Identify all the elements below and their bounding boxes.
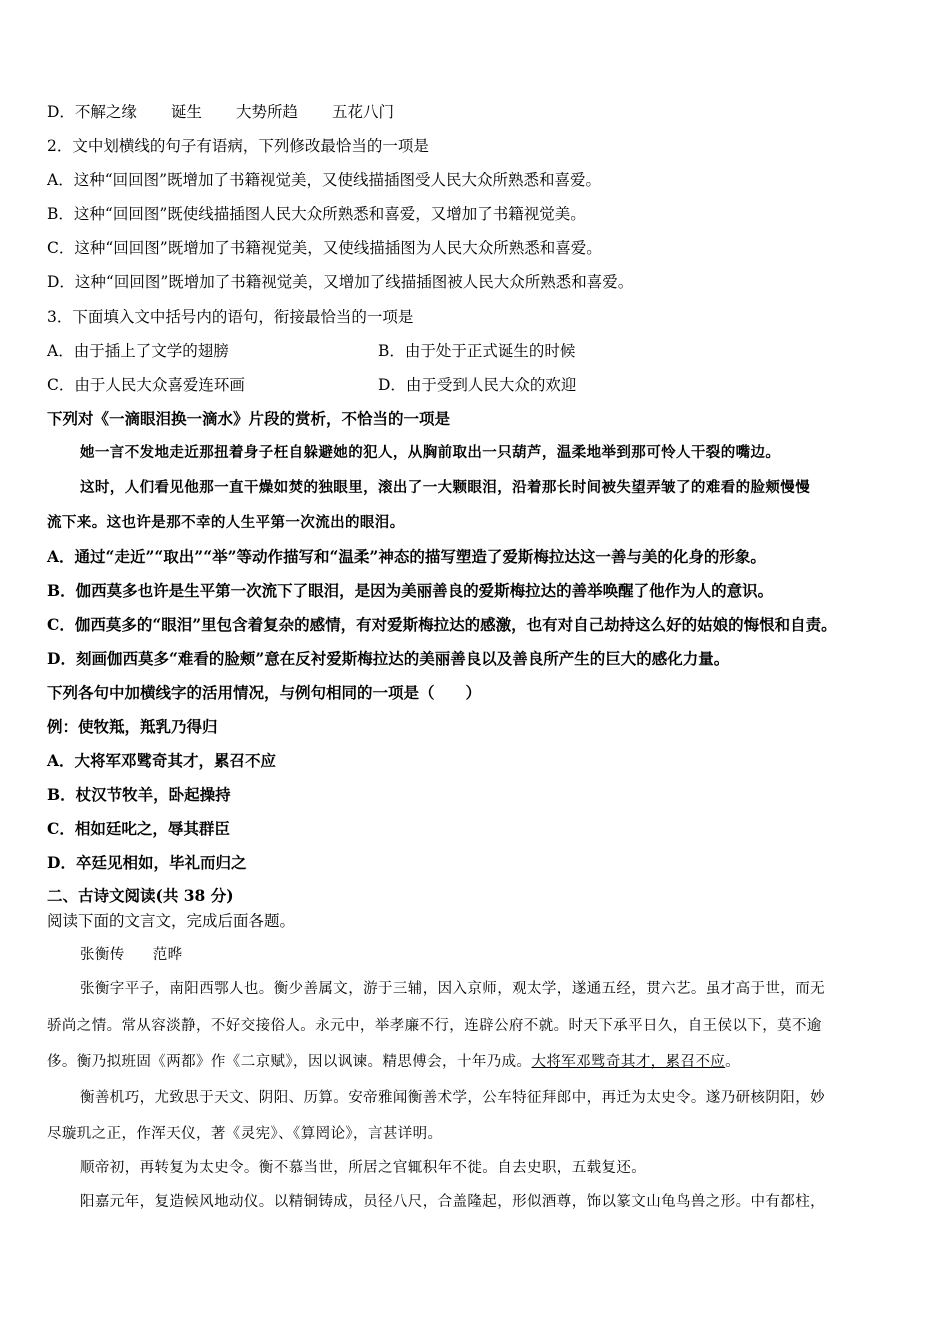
q4-option-b[interactable]: B．伽西莫多也许是生平第一次流下了眼泪，是因为美丽善良的爱斯梅拉达的善举唤醒了他作为人的意识。 [47,581,774,600]
q5-example: 例：使牧羝，羝乳乃得归 [47,717,218,736]
q5-option-b[interactable]: B．杖汉节牧羊，卧起操持 [47,785,231,804]
q2-option-d[interactable]: D．这种“回回图”既增加了书籍视觉美，又增加了线描插图被人民大众所熟悉和喜爱。 [47,273,634,291]
q4-passage-line: 她一言不发地走近那扭着身子枉自躲避她的犯人，从胸前取出一只葫芦，温柔地举到那可怜人干裂的嘴边。 [80,444,781,461]
passage-line: 侈。衡乃拟班固《两都》作《二京赋》，因以讽谏。精思傅会，十年乃成。大将军邓骘奇其才，累召不应。 [47,1054,741,1070]
q3-option-b[interactable]: B．由于处于正式诞生的时候 [378,342,576,360]
q5-option-a[interactable]: A．大将军邓骘奇其才，累召不应 [47,751,277,770]
section-instruction: 阅读下面的文言文，完成后面各题。 [47,912,296,930]
q5-option-c[interactable]: C．相如廷叱之，辱其群臣 [47,819,230,838]
q2-stem: 2．文中划横线的句子有语病，下列修改最恰当的一项是 [47,137,429,155]
underlined-sentence: 大将军邓骘奇其才，累召不应 [531,1054,726,1070]
q3-option-a[interactable]: A．由于插上了文学的翅膀 [47,342,229,360]
q2-option-c[interactable]: C．这种“回回图”既增加了书籍视觉美，又使线描插图为人民大众所熟悉和喜爱。 [47,239,602,257]
passage-author: 范晔 [152,947,183,963]
passage-line: 骄尚之情。常从容淡静，不好交接俗人。永元中，举孝廉不行，连辟公府不就。时天下承平日久，自王侯以下，莫不逾 [47,1018,822,1034]
q5-stem: 下列各句中加横线字的活用情况，与例句相同的一项是（ ） [47,683,482,702]
passage-line: 阳嘉元年，复造候风地动仪。以精铜铸成，员径八尺，合盖隆起，形似酒尊，饰以篆文山龟鸟兽之形。中有都柱， [80,1194,825,1210]
section-heading: 二、古诗文阅读(共 38 分) [47,886,234,905]
q4-passage-line: 这时，人们看见他那一直干燥如焚的独眼里，滚出了一大颗眼泪，沿着那长时间被失望弄皱了的难看的脸颊慢慢 [80,479,811,496]
q5-option-d[interactable]: D．卒廷见相如，毕礼而归之 [47,853,247,872]
passage-line: 顺帝初，再转复为太史令。衡不慕当世，所居之官辄积年不徙。自去史职，五载复还。 [80,1160,647,1176]
passage-title: 张衡传 范晔 [80,947,183,963]
q4-passage-line: 流下来。这也许是那不幸的人生平第一次流出的眼泪。 [47,514,405,531]
q4-stem: 下列对《一滴眼泪换一滴水》片段的赏析，不恰当的一项是 [47,409,451,428]
q3-stem: 3．下面填入文中括号内的语句，衔接最恰当的一项是 [47,308,414,326]
passage-line: 张衡字平子，南阳西鄂人也。衡少善属文，游于三辅，因入京师，观太学，遂通五经，贯六艺。虽才高于世，而无 [80,981,825,997]
passage-line: 尽璇玑之正，作浑天仪，著《灵宪》、《算罔论》，言甚详明。 [47,1126,443,1142]
q2-option-a[interactable]: A．这种“回回图”既增加了书籍视觉美，又使线描插图受人民大众所熟悉和喜爱。 [47,171,602,189]
q2-option-b[interactable]: B．这种“回回图”既使线描插图人民大众所熟悉和喜爱，又增加了书籍视觉美。 [47,205,586,223]
q4-option-a[interactable]: A．通过“走近”“取出”“举”等动作描写和“温柔”神态的描写塑造了爱斯梅拉达这一善与美的化身的形象。 [47,547,766,566]
q1-option-d: D．不解之缘 诞生 大势所趋 五花八门 [47,103,394,121]
q3-option-c[interactable]: C．由于人民大众喜爱连环画 [47,376,245,394]
q4-option-c[interactable]: C．伽西莫多的“眼泪”里包含着复杂的感情，有对爱斯梅拉达的感激，也有对自己劫持这么好的姑娘的悔恨和自责。 [47,615,837,634]
q4-option-d[interactable]: D．刻画伽西莫多“难看的脸颊”意在反衬爱斯梅拉达的美丽善良以及善良所产生的巨大的感化力量。 [47,649,730,668]
passage-line: 衡善机巧，尤致思于天文、阴阳、历算。安帝雅闻衡善术学，公车特征拜郎中，再迁为太史令。遂乃研核阴阳，妙 [80,1090,825,1106]
q3-option-d[interactable]: D．由于受到人民大众的欢迎 [378,376,577,394]
